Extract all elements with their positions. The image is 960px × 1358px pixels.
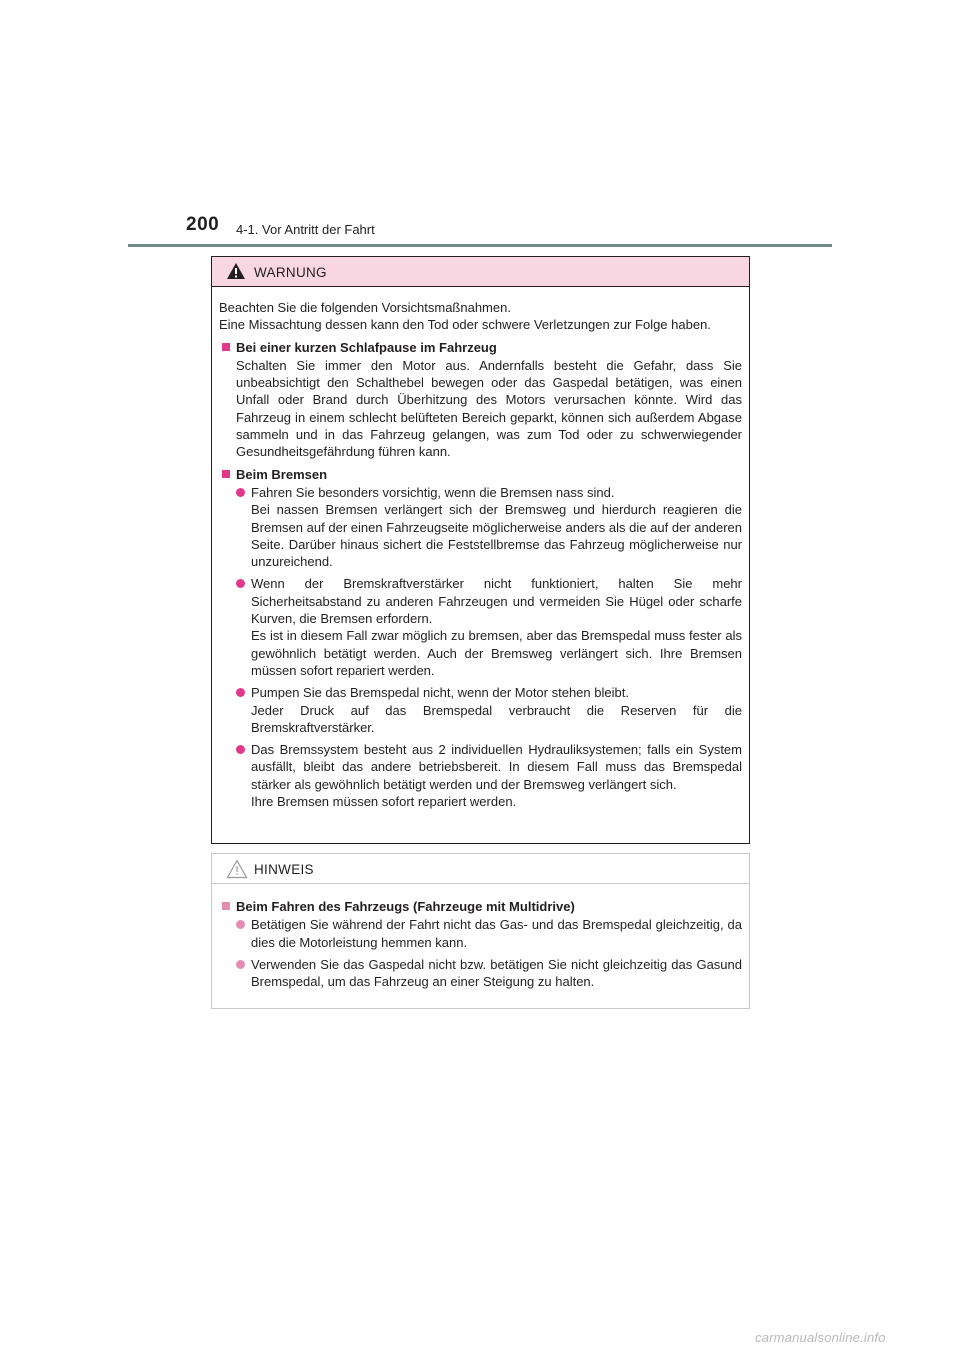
watermark: carmanualsonline.info bbox=[755, 1330, 886, 1345]
warning-title: WARNUNG bbox=[254, 265, 327, 280]
square-bullet-icon bbox=[222, 470, 230, 478]
list-item-text: Es ist in diesem Fall zwar möglich zu bremsen, aber das Bremspedal muss fester als gewöhnlich betätigt werden. Auch der Bremsweg verlängert sich. Ihre Bremsen müssen sofort repariert werden. bbox=[251, 628, 742, 678]
list-item bbox=[219, 741, 742, 810]
round-bullet-icon bbox=[236, 920, 245, 929]
list-item bbox=[219, 916, 742, 951]
round-bullet-icon bbox=[236, 688, 245, 697]
hint-title: HINWEIS bbox=[254, 862, 314, 877]
header-rule bbox=[128, 244, 832, 247]
section-heading bbox=[219, 466, 742, 483]
round-bullet-icon bbox=[236, 745, 245, 754]
warning-box bbox=[211, 256, 750, 844]
round-bullet-icon bbox=[236, 488, 245, 497]
list-item-text: Bei nassen Bremsen verlängert sich der Bremsweg und hierdurch reagieren die Bremsen auf der einen Fahrzeugseite möglicherweise anders als die auf der anderen Seite. Darüber hinaus sichert die Feststellbremse das Fahrzeug möglicherweise nur unzureichend. bbox=[251, 502, 742, 570]
warning-triangle-icon bbox=[226, 262, 246, 285]
warning-body bbox=[212, 287, 749, 810]
warning-box-header bbox=[212, 257, 749, 287]
section-heading bbox=[219, 898, 742, 915]
list-item bbox=[219, 484, 742, 570]
intro-line: Eine Missachtung dessen kann den Tod oder schwere Verletzungen zur Folge haben. bbox=[219, 317, 711, 333]
list-item-text: Jeder Druck auf das Bremspedal verbraucht die Reserven für die Bremskraftverstärker. bbox=[251, 702, 742, 735]
list-item bbox=[219, 575, 742, 679]
round-bullet-icon bbox=[236, 579, 245, 588]
list-item-text: Fahren Sie besonders vorsichtig, wenn die Bremsen nass sind. bbox=[251, 484, 615, 500]
square-bullet-icon bbox=[222, 343, 230, 351]
list-item bbox=[219, 956, 742, 991]
hint-body bbox=[212, 884, 749, 990]
section-heading bbox=[219, 339, 742, 356]
section-title: 4-1. Vor Antritt der Fahrt bbox=[236, 222, 375, 237]
hint-box bbox=[211, 853, 750, 1009]
round-bullet-icon bbox=[236, 960, 245, 969]
section-heading-text: Beim Fahren des Fahrzeugs (Fahrzeuge mit Multidrive) bbox=[236, 899, 575, 914]
list-item-text: Wenn der Bremskraftverstärker nicht funktioniert, halten Sie mehr Sicherheitsabstand zu anderen Fahrzeugen und vermeiden Sie Hügel oder scharfe Kurven, die Bremsen erfordern. bbox=[251, 576, 742, 627]
intro-line: Beachten Sie die folgenden Vorsichtsmaßnahmen. bbox=[219, 300, 511, 315]
list-item-text: Betätigen Sie während der Fahrt nicht das Gas- und das Bremspedal gleichzeitig, da dies die Motorleistung hemmen kann. bbox=[251, 917, 742, 950]
section-text: Schalten Sie immer den Motor aus. Andernfalls besteht die Gefahr, dass Sie unbeabsichtigt den Schalthebel bewegen oder das Gaspedal betätigen, was einen Unfall oder Brand durch Überhitzung des Motors verursachen könnte. Wird das Fahrzeug in einem schlecht belüfteten Bereich geparkt, können sich außerdem Abgase sammeln und in das Fahrzeug gelangen, was zum Tod oder zu schwerwiegender Gesundheitsgefährdung führen kann. bbox=[236, 357, 742, 460]
list-item-text: Verwenden Sie das Gaspedal nicht bzw. betätigen Sie nicht gleichzeitig das Gasund Bremspedal, um das Fahrzeug an einer Steigung zu halten. bbox=[251, 956, 742, 990]
section-heading-text: Bei einer kurzen Schlafpause im Fahrzeug bbox=[236, 339, 497, 355]
section-heading-text: Beim Bremsen bbox=[236, 466, 328, 482]
list-item-text: Pumpen Sie das Bremspedal nicht, wenn der Motor stehen bleibt. bbox=[251, 685, 629, 701]
square-bullet-icon bbox=[222, 902, 230, 910]
list-item-text: Das Bremssystem besteht aus 2 individuellen Hydrauliksystemen; falls ein System ausfällt, bleibt das andere betriebsbereit. In diesem Fall muss das Bremspedal stärker als gewöhnlich betätigt werden und der Bremsweg verlängert sich. bbox=[251, 742, 742, 792]
list-item-text: Ihre Bremsen müssen sofort repariert werden. bbox=[251, 794, 517, 810]
list-item bbox=[219, 684, 742, 736]
page-number: 200 bbox=[186, 214, 220, 235]
hint-box-header bbox=[212, 854, 749, 884]
caution-triangle-outline-icon bbox=[226, 859, 248, 884]
